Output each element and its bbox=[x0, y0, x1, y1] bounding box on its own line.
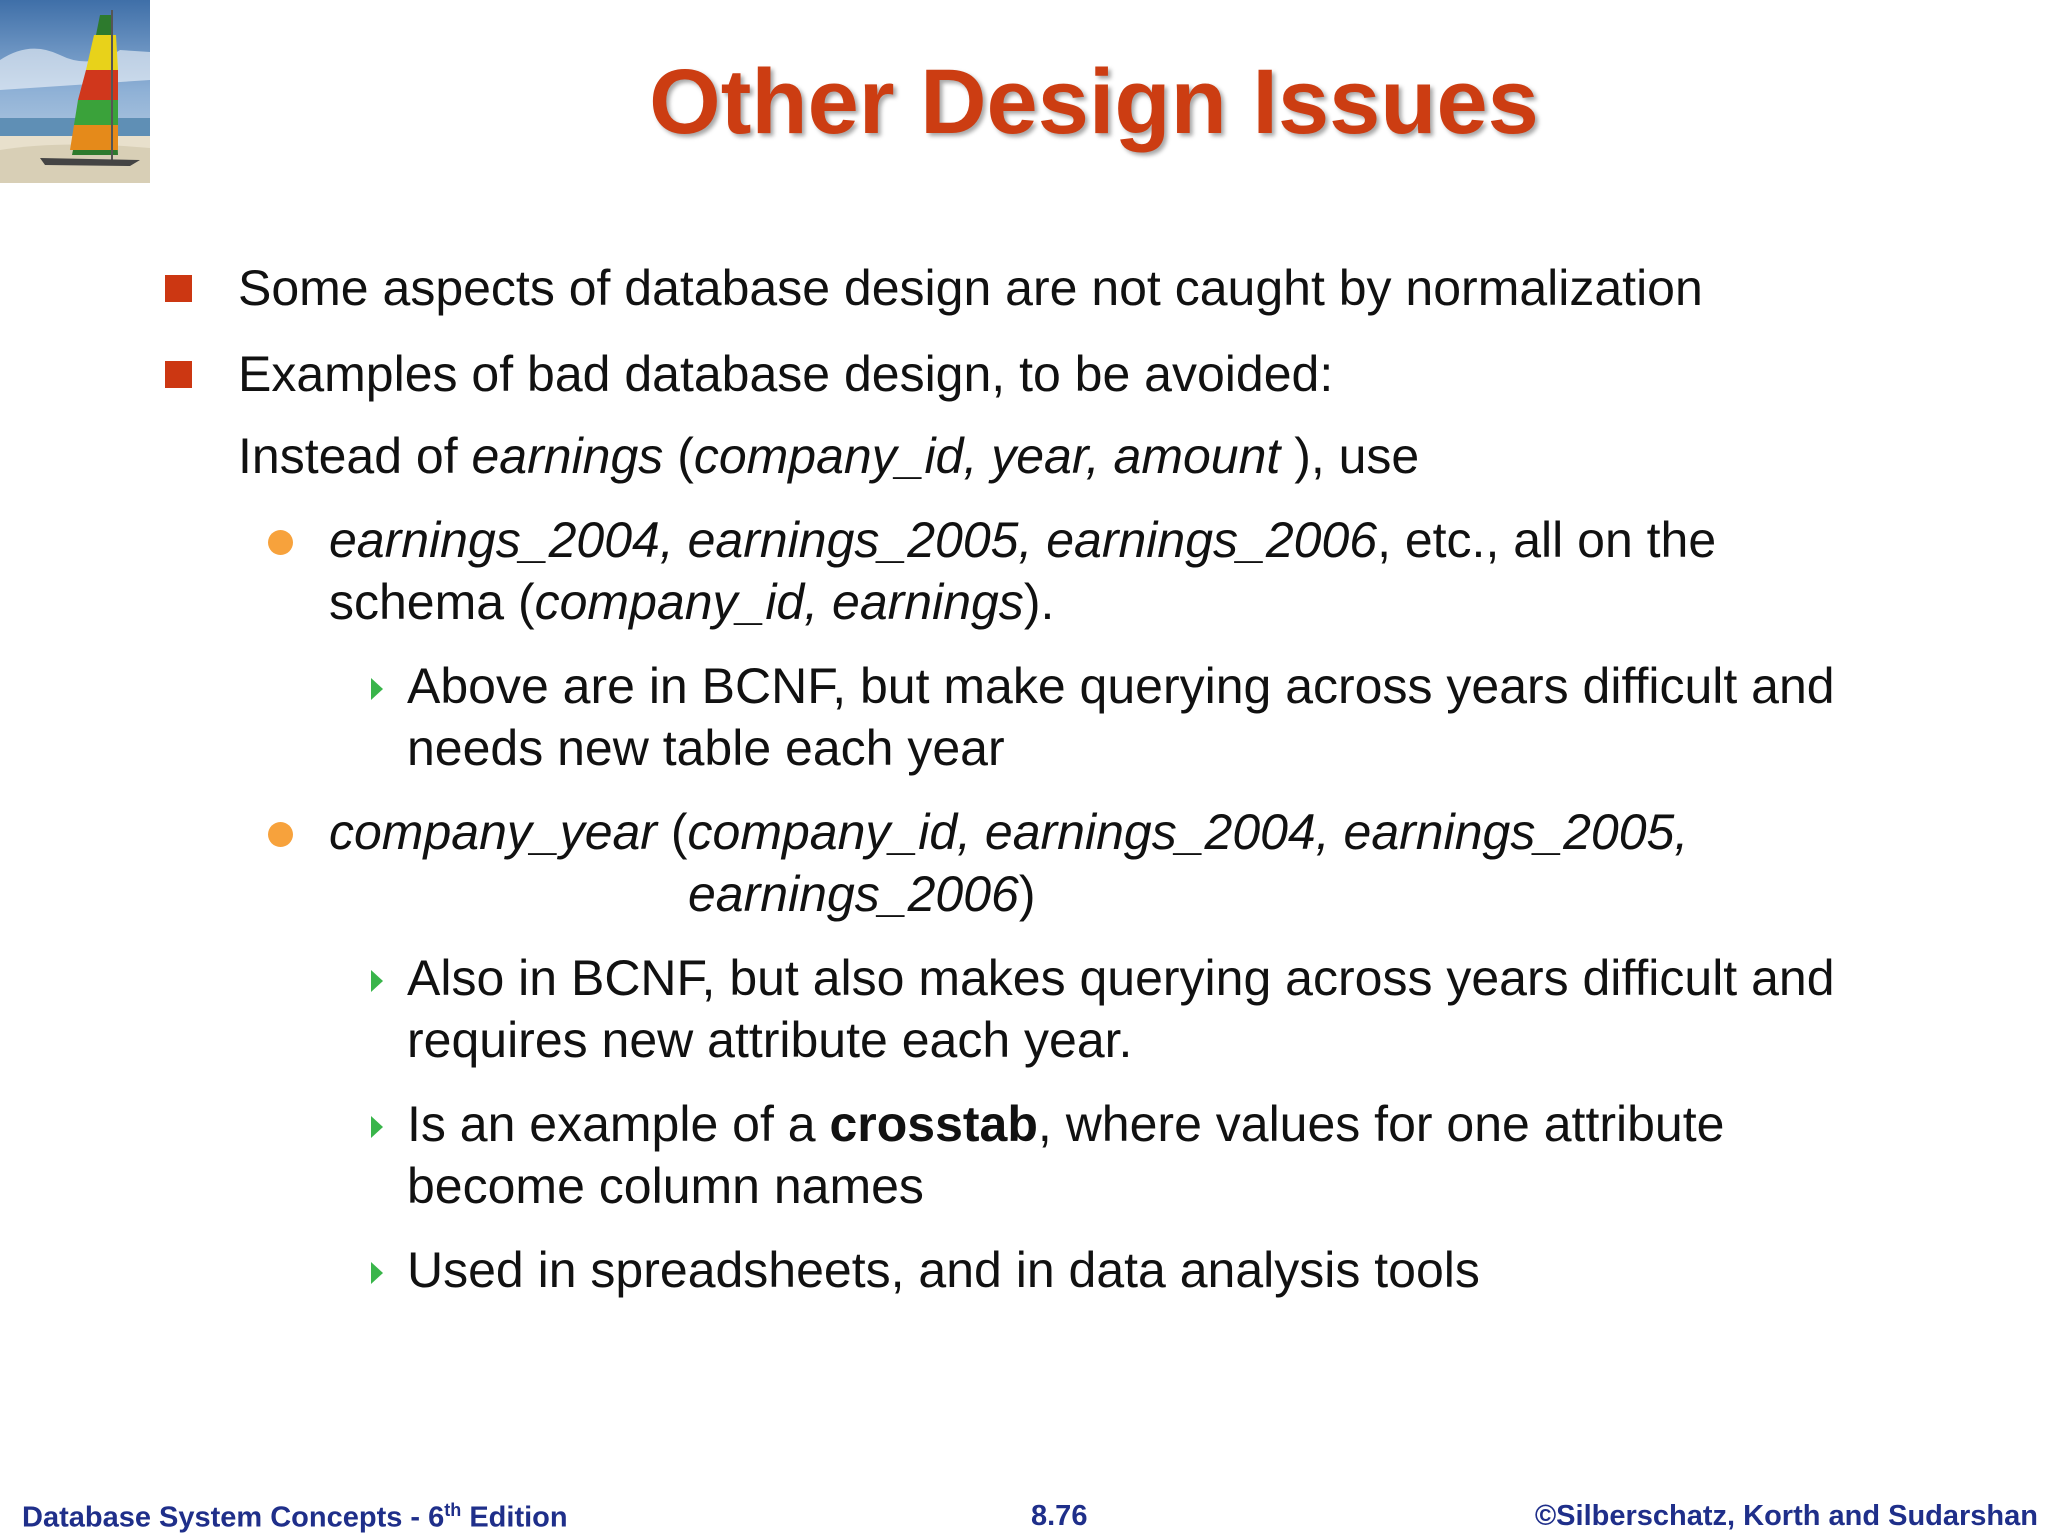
instead-of-line bbox=[238, 425, 1419, 487]
footer-left-end: Edition bbox=[461, 1501, 568, 1534]
sub1-line2 bbox=[329, 571, 1054, 633]
sub2-close: ) bbox=[1018, 866, 1036, 922]
sub1-tables: earnings_2004, earnings_2005, earnings_2006 bbox=[329, 512, 1378, 568]
footer-left-sup: th bbox=[444, 1500, 462, 1520]
bullet-normalization: Some aspects of database design are not caught by normalization bbox=[238, 260, 1703, 316]
sub2-line1 bbox=[329, 801, 1688, 863]
sub2-note-a-line1: Also in BCNF, but also makes querying across years difficult and bbox=[407, 950, 1835, 1006]
sub2-note-c-line1: Used in spreadsheets, and in data analysis tools bbox=[407, 1242, 1480, 1298]
sub2-note-b-prefix: Is an example of a bbox=[407, 1096, 830, 1152]
sub1-schema-attrs: company_id, earnings bbox=[534, 574, 1024, 630]
round-bullet-icon bbox=[268, 822, 293, 847]
instead-prefix: Instead of bbox=[238, 428, 472, 484]
sub2-open: ( bbox=[656, 804, 688, 860]
sub2-line2 bbox=[688, 863, 1036, 925]
square-bullet-icon bbox=[165, 361, 192, 388]
footer-book-title bbox=[22, 1500, 568, 1535]
triangle-arrow-bullet-icon bbox=[371, 678, 383, 700]
sub1-note-line1: Above are in BCNF, but make querying across years difficult and bbox=[407, 658, 1835, 714]
instead-relation: earnings bbox=[471, 428, 664, 484]
footer-left-main: Database System Concepts - 6 bbox=[22, 1501, 445, 1534]
triangle-arrow-bullet-icon bbox=[371, 970, 383, 992]
square-bullet-icon bbox=[165, 275, 192, 302]
slide-title: Other Design Issues bbox=[649, 51, 1539, 153]
instead-open: ( bbox=[663, 428, 694, 484]
round-bullet-icon bbox=[268, 530, 293, 555]
sub2-note-a-line2: requires new attribute each year. bbox=[407, 1012, 1133, 1068]
sub2-relation: company_year bbox=[329, 804, 657, 860]
sub2-note-b-bold: crosstab bbox=[829, 1096, 1038, 1152]
footer-page-number: 8.76 bbox=[1031, 1500, 1088, 1532]
sub2-attrs2: earnings_2006 bbox=[688, 866, 1019, 922]
triangle-arrow-bullet-icon bbox=[371, 1262, 383, 1284]
sub2-note-b-rest: , where values for one attribute bbox=[1037, 1096, 1725, 1152]
footer-copyright: ©Silberschatz, Korth and Sudarshan bbox=[1534, 1500, 2038, 1532]
bullet-bad-design: Examples of bad database design, to be avoided: bbox=[238, 346, 1334, 402]
sub1-schema-prefix: schema ( bbox=[329, 574, 535, 630]
instead-attrs: company_id, year, amount bbox=[693, 428, 1281, 484]
sub1-rest: , etc., all on the bbox=[1377, 512, 1717, 568]
sub2-attrs1: company_id, earnings_2004, earnings_2005, bbox=[687, 804, 1689, 860]
sub2-note-b-line2: become column names bbox=[407, 1158, 924, 1214]
sub1-line1 bbox=[329, 509, 1716, 571]
triangle-arrow-bullet-icon bbox=[371, 1116, 383, 1138]
sub1-note-line2: needs new table each year bbox=[407, 720, 1005, 776]
sub1-schema-close: ). bbox=[1023, 574, 1055, 630]
instead-close: ), use bbox=[1280, 428, 1420, 484]
sub2-note-b-line1 bbox=[407, 1093, 1724, 1155]
